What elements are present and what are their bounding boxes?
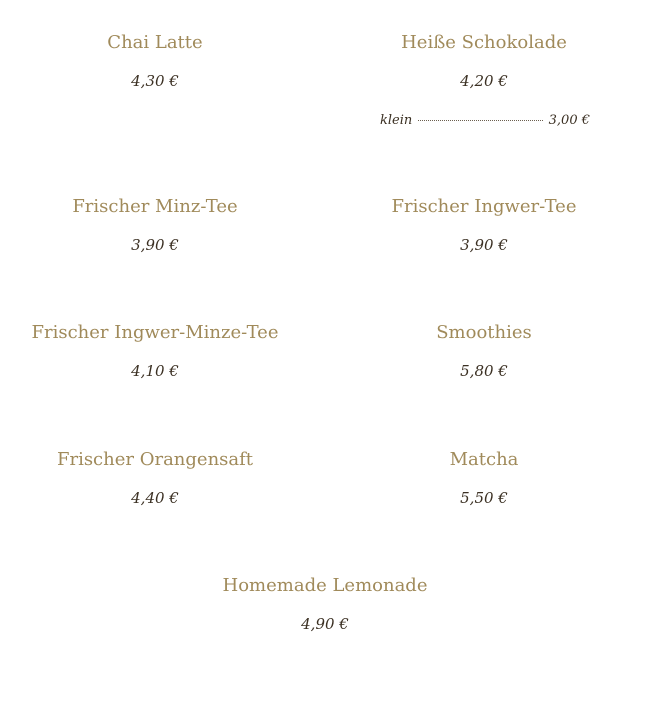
item-price: 3,90 € [131,236,179,254]
menu-item-frischer-minz-tee [0,196,310,254]
item-price: 5,80 € [460,362,508,380]
item-price: 5,50 € [460,489,508,507]
item-name: Chai Latte [107,32,203,53]
item-name: Frischer Ingwer-Minze-Tee [31,322,279,343]
item-name: Heiße Schokolade [401,32,567,53]
item-price: 4,90 € [301,615,349,633]
item-name: Frischer Orangensaft [56,449,254,470]
item-price: 4,20 € [460,72,508,90]
item-price: 4,10 € [131,362,179,380]
menu-item-frischer-orangensaft [0,449,310,507]
item-price: 4,30 € [131,72,179,90]
menu-item-frischer-ingwer-tee [328,196,640,254]
menu-item-chai-latte [0,32,310,90]
item-price: 3,90 € [460,236,508,254]
menu-item-heisse-schokolade [328,32,640,90]
item-name: Homemade Lemonade [222,575,428,596]
item-name: Frischer Ingwer-Tee [391,196,577,217]
item-price: 4,40 € [131,489,179,507]
menu-item-frischer-ingwer-minze-tee [0,322,310,380]
item-name: Frischer Minz-Tee [72,196,238,217]
variant-row-klein [380,113,590,129]
dotted-leader [418,120,542,121]
menu-item-homemade-lemonade [170,575,480,633]
variant-price: 3,00 € [548,113,590,128]
item-name: Matcha [449,449,519,470]
item-name: Smoothies [436,322,532,343]
menu-item-matcha [328,449,640,507]
menu-item-smoothies [328,322,640,380]
variant-label: klein [380,113,413,128]
